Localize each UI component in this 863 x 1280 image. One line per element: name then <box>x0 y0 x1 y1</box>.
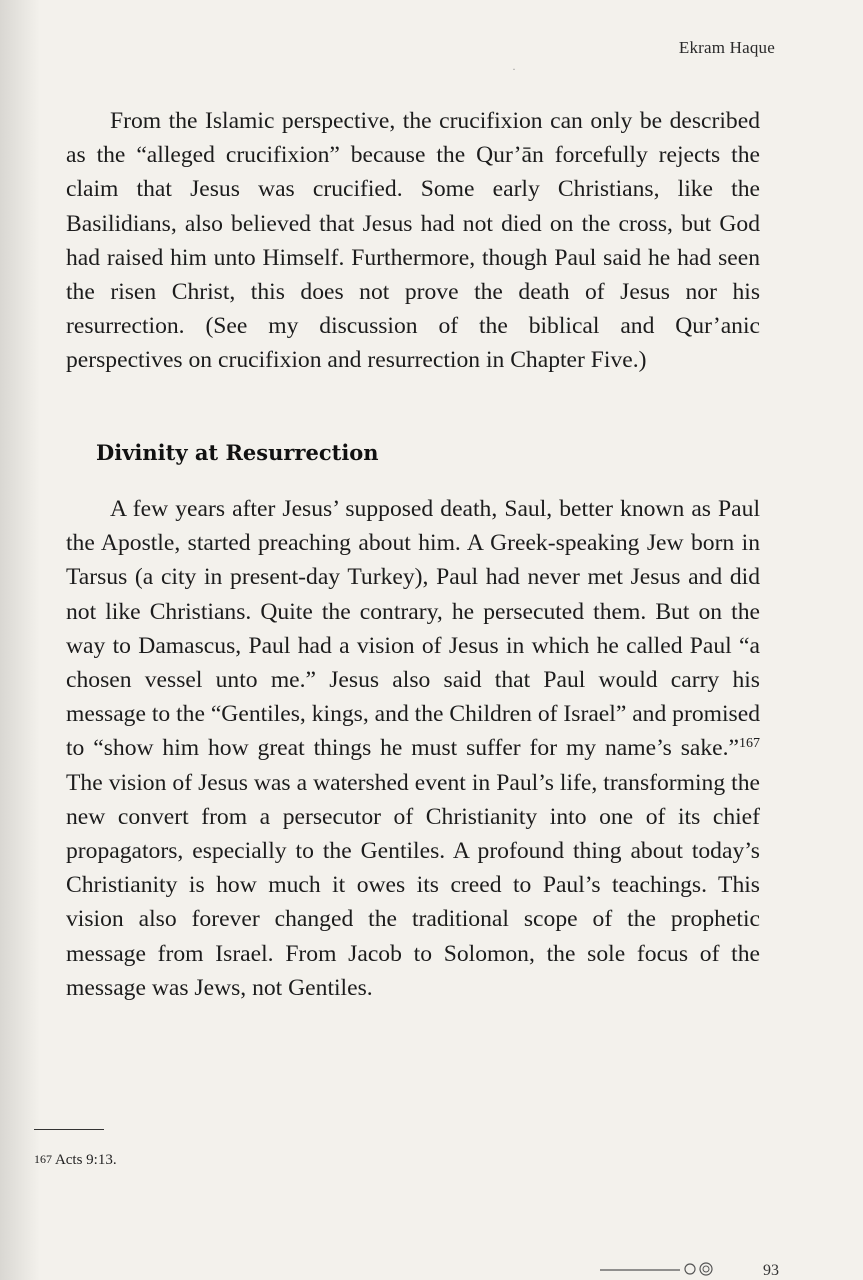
footnote-text: Acts 9:13. <box>54 1152 117 1168</box>
footnote-divider <box>34 1129 104 1130</box>
ornament-flourish-icon <box>600 1262 740 1276</box>
paragraph-2 <box>66 492 760 1005</box>
footnote-reference[interactable]: 167 <box>739 736 760 752</box>
paragraph-2-part-1: A few years after Jesus’ supposed death, Saul, better known as Paul the Apostle, started preaching about him. A Greek-speaking Jew born in Tarsus (a city in present-day Turkey), Paul had never met Jesus and did not like Christians. Quite the contrary, he persecuted them. But on the way to Damascus, Paul had a vision of Jesus in which he called Paul “a chosen vessel unto me.” Jesus also said that Paul would carry his message to the “Gentiles, kings, and the Children of Israel” and promised to “show him how great things he must suffer for my name’s sake.” <box>66 496 760 762</box>
footnote <box>34 1152 117 1169</box>
paragraph-1-text: From the Islamic perspective, the crucifixion can only be described as the “alleged crucifixion” because the Qur’ān forcefully rejects the claim that Jesus was crucified. Some early Christians, like the Basilidians, also believed that Jesus had not died on the cross, but God had raised him unto Himself. Furthermore, though Paul said he had seen the risen Christ, this does not prove the death of Jesus nor his resurrection. (See my discussion of the biblical and Qur’anic perspectives on crucifixion and resurrection in Chapter Five.) <box>66 108 760 374</box>
running-head: Ekram Haque <box>678 38 775 57</box>
paragraph-2-text <box>66 492 760 1005</box>
page-gutter-shadow <box>0 0 40 1280</box>
section-heading: Divinity at Resurrection <box>96 440 379 465</box>
page-number: 93 <box>763 1262 779 1279</box>
paragraph-1 <box>66 104 760 378</box>
paper-speck: · <box>512 62 516 76</box>
footnote-number: 167 <box>34 1152 52 1166</box>
paragraph-2-part-2: The vision of Jesus was a watershed event in Paul’s life, transforming the new convert from a persecutor of Christianity into one of its chief propagators, especially to the Gentiles. A profound thing about today’s Christianity is how much it owes its creed to Paul’s teachings. This vision also forever changed the traditional scope of the prophetic message from Israel. From Jacob to Solomon, the sole focus of the message was Jews, not Gentiles. <box>66 769 760 1001</box>
